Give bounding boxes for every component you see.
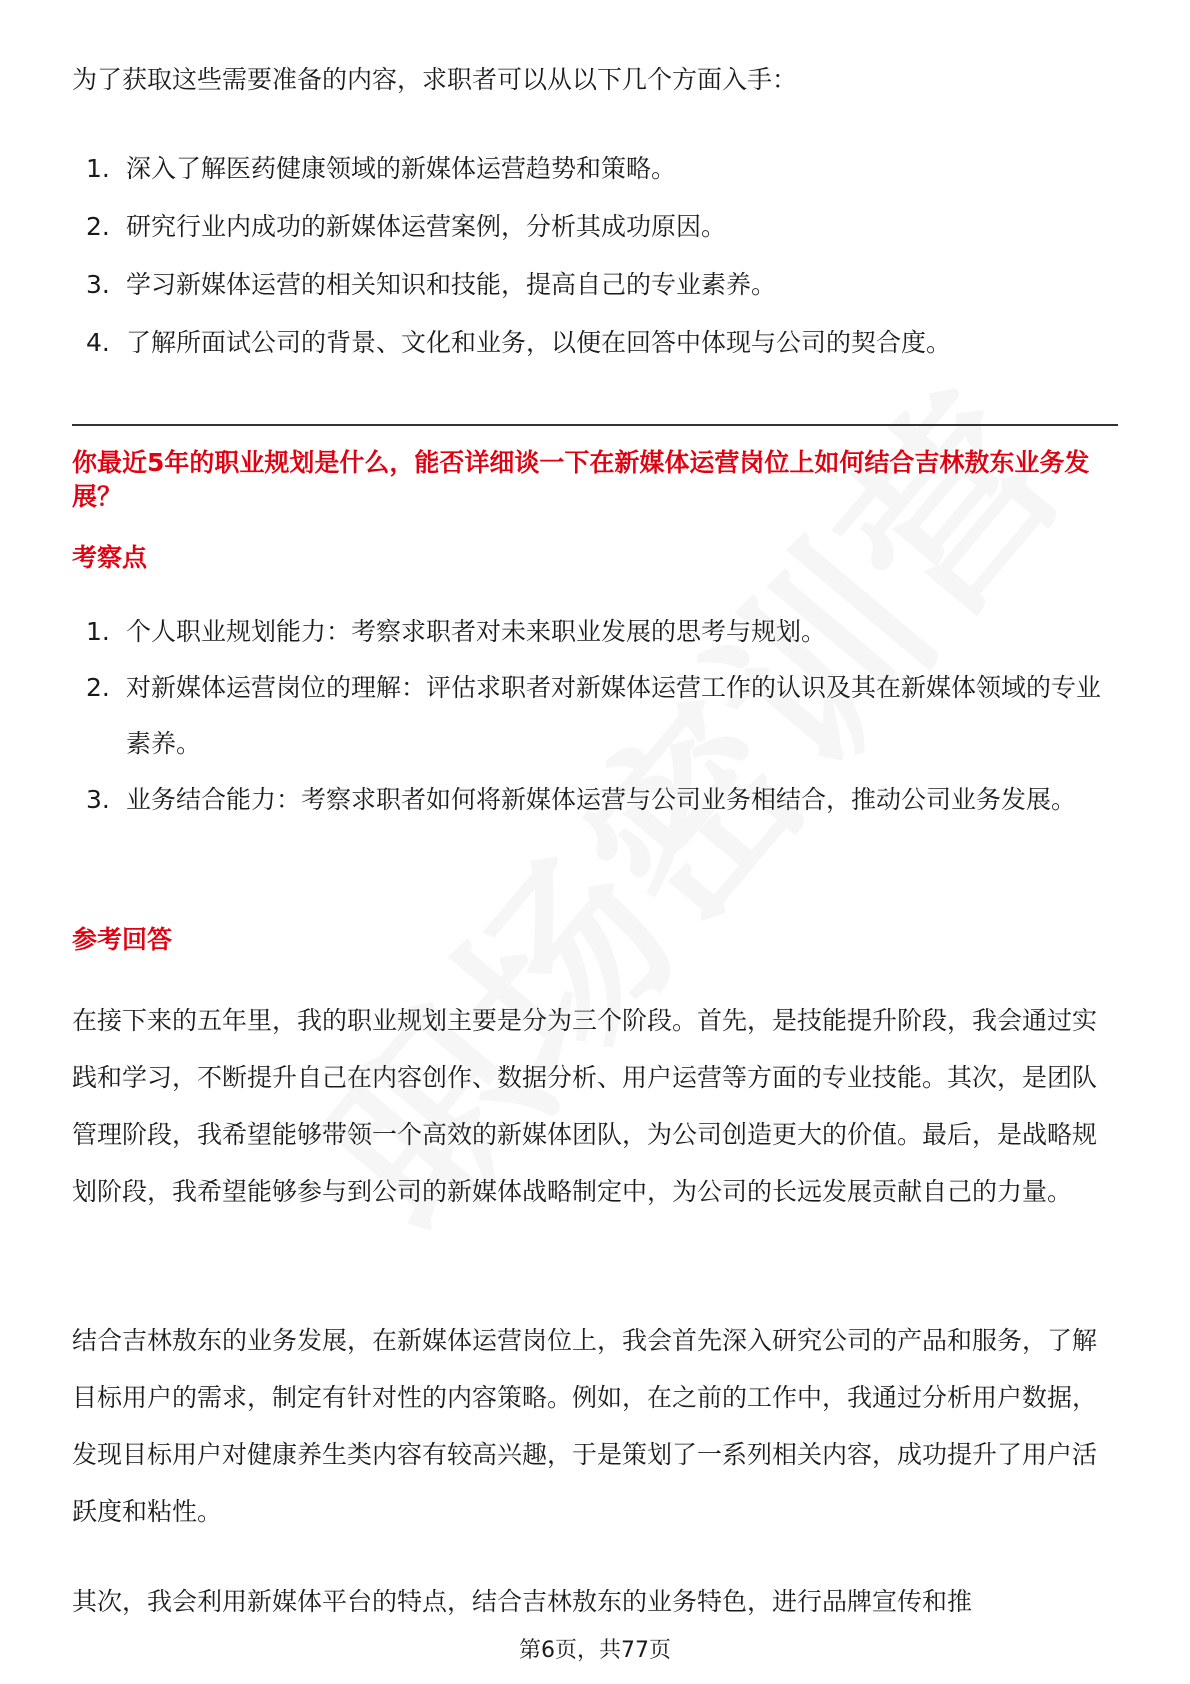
list-text: 业务结合能力：考察求职者如何将新媒体运营与公司业务相结合，推动公司业务发展。 [126, 785, 1077, 814]
list-number: 1. [86, 617, 110, 646]
answer-heading: 参考回答 [72, 925, 173, 954]
list-text: 了解所面试公司的背景、文化和业务，以便在回答中体现与公司的契合度。 [126, 328, 952, 357]
list-item [72, 256, 951, 314]
intro-text: 为了获取这些需要准备的内容，求职者可以从以下几个方面入手： [72, 65, 798, 94]
answer-paragraph: 结合吉林敖东的业务发展，在新媒体运营岗位上，我会首先深入研究公司的产品和服务，了解目标用户的需求，制定有针对性的内容策略。例如，在之前的工作中，我通过分析用户数据，发现目标用户对健康养生类内容有较高兴趣，于是策划了一系列相关内容，成功提升了用户活跃度和粘性。 [72, 1326, 1098, 1526]
list-number: 4. [86, 328, 110, 357]
answer-paragraph: 其次，我会利用新媒体平台的特点，结合吉林敖东的业务特色，进行品牌宣传和推 [72, 1587, 973, 1616]
question-heading: 你最近5年的职业规划是什么，能否详细谈一下在新媒体运营岗位上如何结合吉林敖东业务发展？ [72, 448, 1090, 511]
list-number: 2. [86, 212, 110, 241]
list-item [72, 604, 1118, 660]
focus-heading: 考察点 [72, 543, 148, 572]
section-divider [72, 424, 1118, 426]
list-number: 1. [86, 154, 110, 183]
list-item [72, 140, 951, 198]
answer-paragraph: 在接下来的五年里，我的职业规划主要是分为三个阶段。首先，是技能提升阶段，我会通过实践和学习，不断提升自己在内容创作、数据分析、用户运营等方面的专业技能。其次，是团队管理阶段，我希望能够带领一个高效的新媒体团队，为公司创造更大的价值。最后，是战略规划阶段，我希望能够参与到公司的新媒体战略制定中，为公司的长远发展贡献自己的力量。 [72, 1006, 1098, 1206]
list-item [72, 314, 951, 372]
list-text: 研究行业内成功的新媒体运营案例，分析其成功原因。 [126, 212, 727, 241]
list-number: 2. [86, 673, 110, 702]
list-number: 3. [86, 270, 110, 299]
list-text: 对新媒体运营岗位的理解：评估求职者对新媒体运营工作的认识及其在新媒体领域的专业素养。 [126, 673, 1102, 758]
list-number: 3. [86, 785, 110, 814]
list-text: 深入了解医药健康领域的新媒体运营趋势和策略。 [126, 154, 677, 183]
list-item [72, 198, 951, 256]
focus-list [72, 604, 1118, 828]
list-item [72, 772, 1118, 828]
page-footer: 第6页，共77页 [519, 1638, 671, 1663]
prep-list [72, 140, 951, 372]
list-item [72, 660, 1118, 772]
list-text: 个人职业规划能力：考察求职者对未来职业发展的思考与规划。 [126, 617, 827, 646]
list-text: 学习新媒体运营的相关知识和技能，提高自己的专业素养。 [126, 270, 777, 299]
